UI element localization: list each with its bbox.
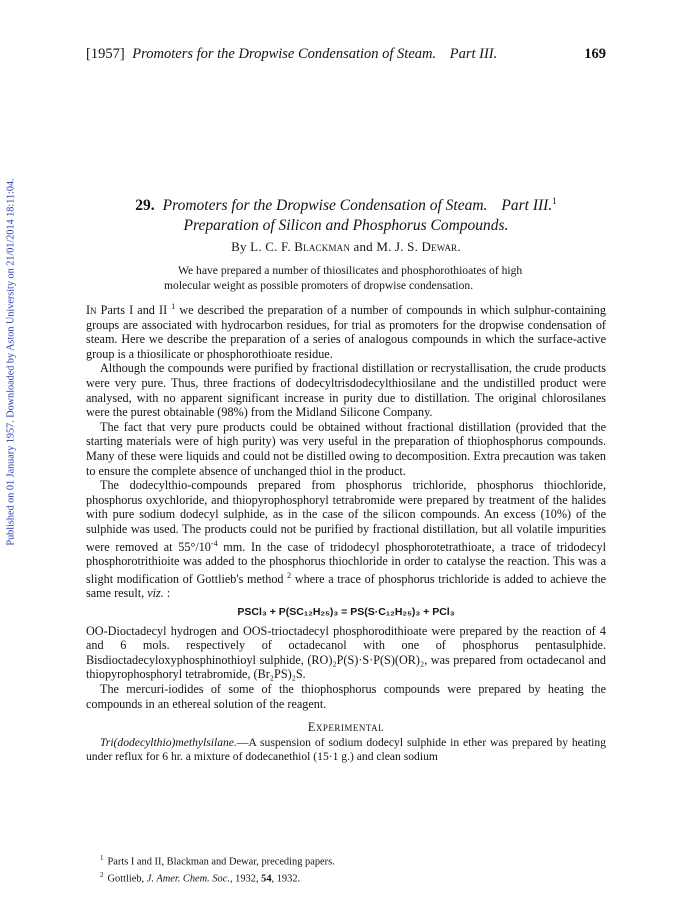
footnote-2-mark: 2 [100, 870, 104, 879]
running-head-title: Promoters for the Dropwise Condensation of Steam. [132, 46, 437, 62]
paragraph-1-lead: In [86, 303, 97, 318]
author-and: and [353, 239, 373, 255]
footnote-2 [86, 869, 606, 886]
footnote-2-volume: 54 [261, 873, 272, 885]
article-subtitle: Preparation of Silicon and Phosphorus Compounds. [183, 217, 509, 235]
download-watermark: Published on 01 January 1957. Downloaded by Aston University on 21/01/2014 18:11:04. [5, 178, 17, 546]
footnote-2-year: , 1932, [229, 873, 262, 885]
experimental-paragraph [86, 736, 606, 764]
pressure-exponent: -4 [210, 538, 218, 548]
footnote-1 [86, 852, 606, 869]
page-number: 169 [584, 46, 606, 62]
experimental-text: —A suspension of sodium dodecyl sulphide in ether was prepared by heating under reflux for 6 hr. a mixture of dodecanethiol (15·1 g.) and clean sodium [86, 735, 606, 764]
paragraph-1 [86, 300, 606, 361]
footnote-2-author: Gottlieb, [107, 873, 147, 885]
author2-surname: Dewar. [421, 239, 461, 255]
abstract: We have prepared a number of thiosilicates and phosphorothioates of high molecular weight as possible promoters of dropwise condensation. [164, 264, 523, 292]
running-head-year: [1957] [86, 46, 125, 62]
running-head-part: Part III. [449, 46, 498, 62]
paragraph-2: Although the compounds were purified by fractional distillation or recrystallisation, the crude products were very pure. Thus, three fractions of dodecyltrisdodecylthiosilane and the undistilled product were analysed, with no apparent significant increase in purity due to distillation. The original chlorosilanes were the purest obtainable (98%) from the Midland Silicone Company. [86, 361, 606, 420]
paragraph-4-text-c: where a trace of phosphorus trichloride is added to achieve the same result, [86, 571, 606, 601]
footnote-2-journal: J. Amer. Chem. Soc. [146, 873, 230, 885]
article-title-part: Part III. [501, 197, 553, 215]
author-by: By [231, 239, 247, 255]
article-title-block [86, 196, 606, 255]
author1-surname: Blackman [294, 239, 351, 255]
paragraph-1-text-b: we described the preparation of a number of compounds in which sulphur-containing groups are associated with hydrocarbon residues, for trial as promoters for the dropwise condensation of steam. Here we describe the preparation of a series of analogous compounds in which the surface-active group is a thiosilicate or phosphorothioate residue. [86, 303, 606, 361]
footnotes [86, 852, 606, 886]
footnote-1-text: Parts I and II, Blackman and Dewar, preceding papers. [107, 856, 335, 868]
article-number: 29. [135, 197, 155, 215]
paragraph-4 [86, 478, 606, 601]
paragraph-4-text-b: mm. In the case of tridodecyl phosphorotetrathioate, a trace of tridodecyl phosphorotrithioite was added to the phosphorus thiochloride in order to catalyse the reaction. This was a slight modification of Gottlieb's method [86, 539, 607, 586]
body-text [86, 300, 606, 764]
ref-2: 2 [287, 570, 292, 580]
ref-1: 1 [171, 302, 176, 311]
compound-name: Tri(dodecylthio)methylsilane. [100, 735, 237, 749]
running-head [86, 46, 606, 63]
article-title-main: Promoters for the Dropwise Condensation of Steam. [162, 197, 488, 215]
paragraph-4-text-a: The dodecylthio-compounds prepared from phosphorus trichloride, phosphorus thiochloride, phosphorus oxychloride, and thiopyrophosphoryl tetrabromide were prepared by treatment of the halides with pure sodium dodecyl sulphide, as in the case of the silicon compounds. An excess (10%) of the sulphide was used. The products could not be purified by fractional distillation, but all volatile impurities were removed at 55°/10 [86, 478, 606, 554]
paragraph-5: OO-Dioctadecyl hydrogen and OOS-trioctadecyl phosphorodithioate were prepared by the reaction of 4 and 6 mols. respectively of octadecanol with one of phosphorus pentasulphide. Bisdioctadecyloxyphosphinothioyl sulphide, (RO)₂P(S)·S·P(S)(OR)₂, was prepared from octadecanol and thiopyrophosphoryl tetrabromide, (Br₂PS)₂S. [86, 623, 606, 682]
paragraph-4-text-d: : [163, 586, 171, 601]
author-line [86, 239, 606, 255]
paragraph-4-viz: viz. [147, 586, 164, 601]
article-title [86, 196, 606, 215]
author1-initials: L. C. F. [250, 239, 291, 255]
title-footnote-mark: 1 [552, 196, 557, 206]
experimental-heading: Experimental [307, 720, 385, 735]
paragraph-1-text-a: Parts I and II [96, 303, 172, 318]
author2-initials: M. J. S. [376, 239, 419, 255]
footnote-2-page: , 1932. [271, 873, 301, 885]
download-watermark-sidebar [0, 0, 22, 913]
reaction-equation: PSCl₃ + P(SC₁₂H₂₅)₃ = PS(S·C₁₂H₂₅)₃ + PCl₃ [237, 606, 455, 619]
paragraph-3: The fact that very pure products could be obtained without fractional distillation (provided that the starting materials were of high purity) was very useful in the preparation of thiophosphorus compounds. Many of these were liquids and could not be distilled owing to decomposition. Extra precaution was taken to ensure the complete absence of unchanged thiol in the product. [86, 419, 606, 478]
paragraph-6: The mercuri-iodides of some of the thiophosphorus compounds were prepared by heating the compounds in an ethereal solution of the reagent. [86, 682, 606, 711]
footnote-1-mark: 1 [100, 854, 104, 862]
